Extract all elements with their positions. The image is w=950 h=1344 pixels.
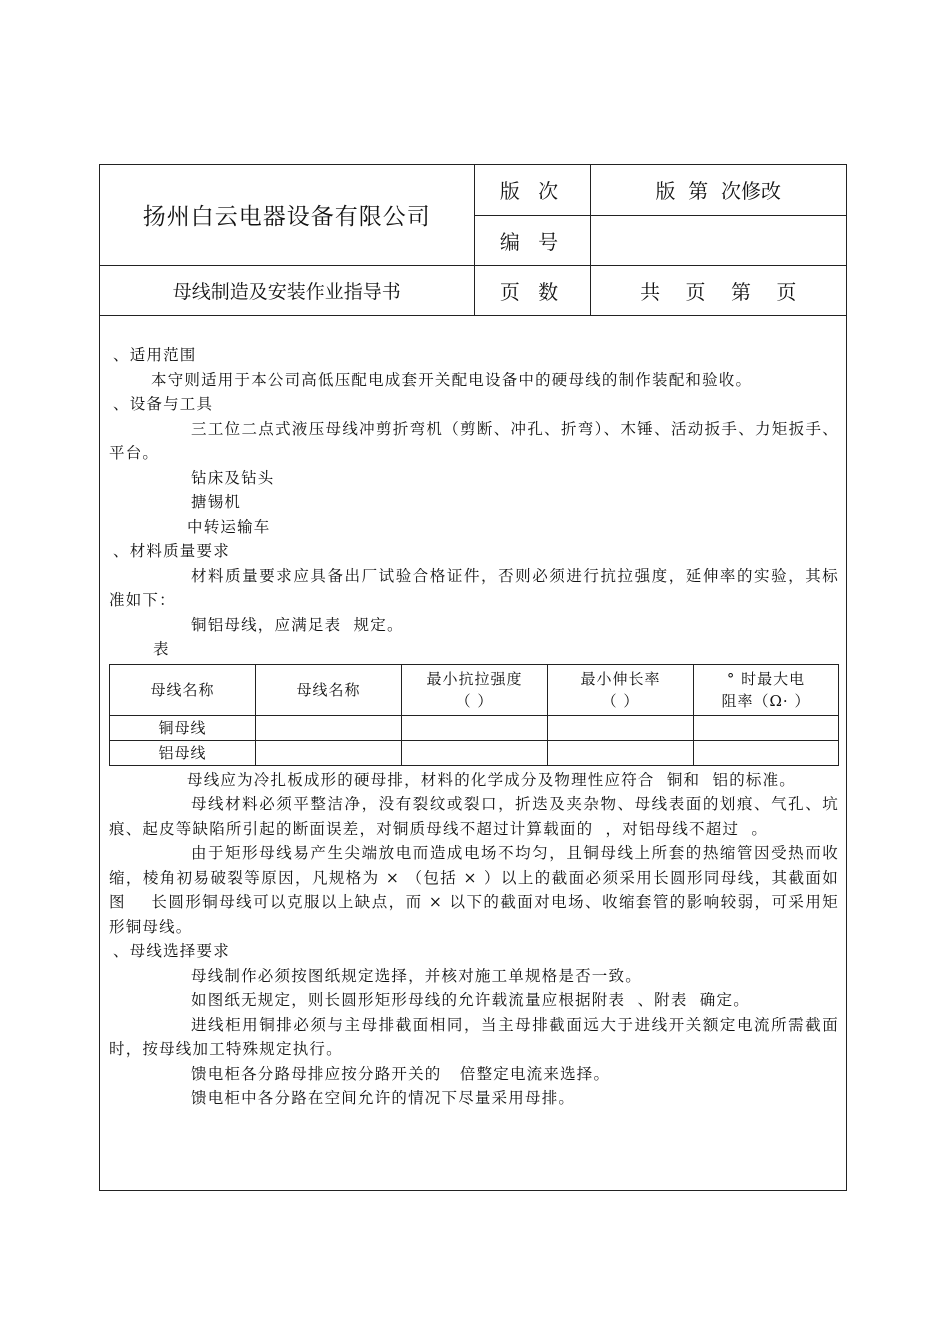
list-item: 中转运输车 xyxy=(187,517,271,536)
number-value xyxy=(590,215,846,265)
table-cell xyxy=(548,715,694,740)
paragraph: 铜铝母线，应满足表 规定。 xyxy=(191,615,404,634)
paragraph: 材料质量要求应具备出厂试验合格证件，否则必须进行抗拉强度，延伸率的实验，其标准如下： xyxy=(109,566,839,609)
spec-table xyxy=(109,664,839,766)
paragraph: 馈电柜中各分路在空间允许的情况下尽量采用母排。 xyxy=(191,1089,576,1107)
document-body xyxy=(109,343,839,1111)
table-cell xyxy=(694,715,839,740)
paragraph: 由于矩形母线易产生尖端放电而造成电场不均匀，且铜母线上所套的热缩管因受热而收缩，棱角初易破裂等原因，凡规格为 × （包括 × ）以上的截面必须采用长圆形同母线，其截面如图 长圆形铜母线可以克服以上缺点，而 × 以下的截面对电场、收缩套管的影响较弱，可采用矩形铜母线。 xyxy=(109,844,839,936)
table-label: 表 xyxy=(153,640,170,658)
document-title: 母线制造及安装作业指导书 xyxy=(100,265,474,315)
section-title: 、适用范围 xyxy=(113,346,197,364)
section-title: 、设备与工具 xyxy=(113,395,214,413)
number-label: 编 号 xyxy=(474,215,590,265)
table-cell: 铝母线 xyxy=(110,740,256,765)
paragraph: 本守则适用于本公司高低压配电成套开关配电设备中的硬母线的制作装配和验收。 xyxy=(151,370,753,389)
paragraph: 母线应为冷扎板成形的硬母排，材料的化学成分及物理性应符合 铜和 铝的标准。 xyxy=(187,770,797,789)
document-frame xyxy=(99,164,847,1191)
paragraph: 三工位二点式液压母线冲剪折弯机（剪断、冲孔、折弯）、木锤、活动扳手、力矩扳手、平台。 xyxy=(109,419,839,462)
paragraph: 母线制作必须按图纸规定选择，并核对施工单规格是否一致。 xyxy=(191,966,642,985)
table-cell: 铜母线 xyxy=(110,715,256,740)
list-item: 搪锡机 xyxy=(191,493,242,511)
section-title: 、材料质量要求 xyxy=(113,542,230,560)
company-name: 扬州白云电器设备有限公司 xyxy=(100,165,474,265)
paragraph: 馈电柜各分路母排应按分路开关的 倍整定电流来选择。 xyxy=(191,1064,611,1083)
edition-label: 版 次 xyxy=(474,165,590,215)
table-cell xyxy=(402,715,548,740)
table-row xyxy=(110,715,839,740)
table-header-cell: 母线名称 xyxy=(256,664,402,715)
section-title: 、母线选择要求 xyxy=(113,942,230,960)
edition-value: 版 第 次修改 xyxy=(590,165,846,215)
paragraph: 如图纸无规定，则长圆形矩形母线的允许载流量应根据附表 、附表 确定。 xyxy=(191,991,750,1009)
table-cell xyxy=(256,715,402,740)
header-table xyxy=(100,165,846,316)
table-header-cell: 最小伸长率 （ ） xyxy=(548,664,694,715)
table-header-cell: 最小抗拉强度 （ ） xyxy=(402,664,548,715)
table-cell xyxy=(694,740,839,765)
list-item: 钻床及钻头 xyxy=(191,468,275,487)
table-header-cell: ° 时最大电 阻率（Ω· ） xyxy=(694,664,839,715)
paragraph: 进线柜用铜排必须与主母排截面相同，当主母排截面远大于进线开关额定电流所需截面时，按母线加工特殊规定执行。 xyxy=(109,1015,839,1058)
table-cell xyxy=(548,740,694,765)
table-row xyxy=(110,740,839,765)
table-header-cell: 母线名称 xyxy=(110,664,256,715)
table-cell xyxy=(256,740,402,765)
paragraph: 母线材料必须平整洁净，没有裂纹或裂口，折迭及夹杂物、母线表面的划痕、气孔、坑痕、起皮等缺陷所引起的断面误差，对铜质母线不超过计算载面的 ，对铝母线不超过 。 xyxy=(109,795,839,838)
pages-value: 共 页 第 页 xyxy=(590,265,846,315)
pages-label: 页 数 xyxy=(474,265,590,315)
table-cell xyxy=(402,740,548,765)
